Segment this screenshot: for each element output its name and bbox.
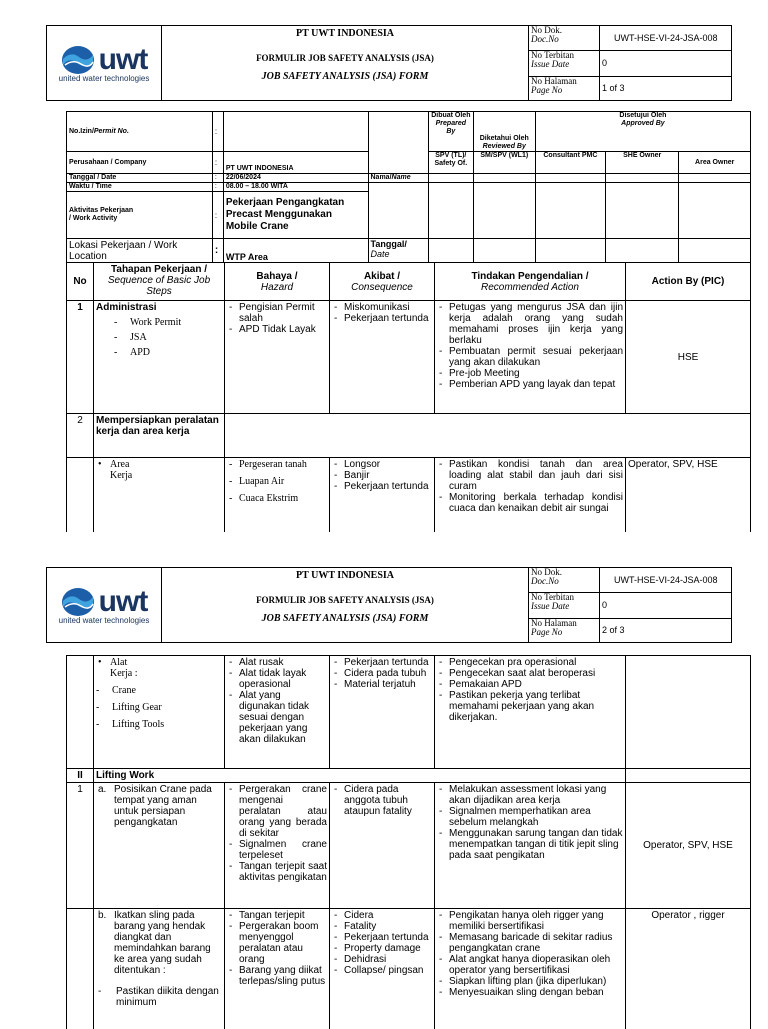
row-no: 2 [67,414,94,458]
form-name: FORMULIR JOB SAFETY ANALYSIS (JSA) [256,595,434,605]
row-no: 1 [67,783,94,909]
consultant-label: Consultant PMC [535,152,605,174]
activity-label: Aktivitas Pekerjaan / Work Activity [67,192,213,239]
reviewed-label: Diketahui Oleh Reviewed By [473,112,535,152]
row-no: 1 [67,301,94,414]
company-name: PT UWT INDONESIA [296,28,394,39]
spv-tl-label: SPV (TL)/ Safety Of. [428,152,473,174]
section-no: II [67,769,94,783]
page-value: 2 of 3 [600,618,732,642]
logo-subtitle: united water technologies [58,74,150,83]
form-name-en: JOB SAFETY ANALYSIS (JSA) FORM [261,71,429,82]
area-owner-label: Area Owner [679,152,751,174]
table-row [67,656,751,769]
row-control: - Pastikan kondisi tanah dan area loading alat stabil dan jauh dari sisi curam - Monitoring berkala terhadap kondisi cuaca dan kenaikan debit air sungai [435,458,626,532]
company-logo [47,26,162,101]
doc-no-value: UWT-HSE-VI-24-JSA-008 [600,26,732,51]
issue-label: No Terbitan Issue Date [529,593,600,618]
jsa-table-page1 [66,262,751,532]
prepared-label: Dibuat Oleh Prepared By [428,112,473,152]
row-hazard: - Pengisian Permit salah - APD Tidak Layak [225,301,330,414]
colon: : [212,183,223,192]
time-value: 08.00 – 18.00 WITA [223,183,368,192]
location-label: Lokasi Pekerjaan / Work Location [67,239,213,263]
table-row [67,909,751,1029]
col-pic: Action By (PIC) [626,263,751,301]
blank-cell [368,112,428,174]
col-control: Tindakan Pengendalian / Recommended Action [435,263,626,301]
logo-wave-icon [61,45,95,75]
row-consequence: - Pekerjaan tertunda - Cidera pada tubuh - Material terjatuh [330,656,435,769]
name-label: Nama/Name [368,174,428,183]
logo-word: uwt [98,585,148,618]
company-name: PT UWT INDONESIA [296,570,394,581]
row-hazard: - Tangan terjepit - Pergerakan boom menyenggol peralatan atau orang - Barang yang diikat terlepas/sling putus [225,909,330,1029]
section-title: Lifting Work [94,769,626,783]
row-pic [626,656,751,769]
permit-value [223,112,368,152]
page2-header [46,567,732,643]
doc-no-label: No Dok. Doc.No [529,568,600,593]
row-hazard: - Pergerakan crane mengenai peralatan atau orang yang berada di sekitar - Signalmen crane terpeleset - Tangan terjepit saat aktivitas pengikatan [225,783,330,909]
date-value: 22/06/2024 [223,174,368,183]
row-pic: Operator, SPV, HSE [626,458,751,532]
activity-value: Pekerjaan Pengangkatan Precast Menggunakan Mobile Crane [223,192,368,239]
logo-word: uwt [98,43,148,76]
issue-value: 0 [600,51,732,76]
table-row [67,458,751,532]
row-step: Mempersiapkan peralatan kerja dan area kerja [94,414,225,458]
colon: : [212,152,223,174]
permit-label: No.Izin/Permit No. [67,112,213,152]
table-row [67,301,751,414]
time-label: Waktu / Time [67,183,213,192]
row-step: Administrasi - Work Permit - JSA - APD [94,301,225,414]
form-title [162,26,529,101]
location-value: WTP Area [223,239,368,263]
colon: : [212,239,223,263]
approved-label: Disetujui Oleh Approved By [535,112,750,152]
colon: : [212,112,223,152]
row-control: - Pengikatan hanya oleh rigger yang memiliki bersertifikasi - Memasang baricade di sekitar radius pengangkatan crane - Alat angkat hanya dioperasikan oleh operator yang bersertifikasi - Siapkan lifting plan (jika diperlukan) - Menyesuaikan sling dengan beban [435,909,626,1029]
col-hazard: Bahaya / Hazard [225,263,330,301]
company-value: PT UWT INDONESIA [223,152,368,174]
row-consequence: - Cidera pada anggota tubuh ataupun fatality [330,783,435,909]
row-pic: Operator, SPV, HSE [626,783,751,909]
doc-no-value: UWT-HSE-VI-24-JSA-008 [600,568,732,593]
tanggal-label: Tanggal/ Date [368,239,428,263]
row-pic: Operator , rigger [626,909,751,1029]
form-name-en: JOB SAFETY ANALYSIS (JSA) FORM [261,613,429,624]
col-no: No [67,263,94,301]
she-owner-label: SHE Owner [605,152,678,174]
page1-header [46,25,732,101]
sm-spv-label: SM/SPV (WL1) [473,152,535,174]
info-table [66,111,751,263]
row-pic: HSE [626,301,751,414]
row-control: - Petugas yang mengurus JSA dan ijin kerja adalah orang yang sudah memahami proses ijin kerja yang berlaku - Pembuatan permit sesuai pekerjaan yang akan dilakukan - Pre-job Meeting - Pemberian APD yang layak dan tepat [435,301,626,414]
row-control: - Melakukan assessment lokasi yang akan dijadikan area kerja - Signalmen memperhatikan area sebelum melangkah - Menggunakan sarung tangan dan tidak menempatkan tangan di titik jepit sling pada saat pengikatan [435,783,626,909]
page-label: No Halaman Page No [529,618,600,642]
row-consequence: - Longsor - Banjir - Pekerjaan tertunda [330,458,435,532]
row-step: b. Ikatkan sling pada barang yang hendak diangkat dan memindahkan barang ke area yang sudah ditentukan : - Pastikan diikita dengan minimum [94,909,225,1029]
row-step: • Area Kerja [94,458,225,532]
table-row [67,783,751,909]
row-hazard: - Alat rusak - Alat tidak layak operasional - Alat yang digunakan tidak sesuai dengan pekerjaan yang akan dilakukan [225,656,330,769]
section-row [67,769,751,783]
form-name: FORMULIR JOB SAFETY ANALYSIS (JSA) [256,53,434,63]
colon: : [212,174,223,183]
row-consequence: - Miskomunikasi - Pekerjaan tertunda [330,301,435,414]
date-label: Tanggal / Date [67,174,213,183]
colon: : [212,192,223,239]
jsa-table-page2 [66,655,751,1029]
row-hazard: - Pergeseran tanah - Luapan Air - Cuaca Ekstrim [225,458,330,532]
col-step: Tahapan Pekerjaan / Sequence of Basic Job Steps [94,263,225,301]
doc-no-label: No Dok. Doc.No [529,26,600,51]
company-logo [47,568,162,643]
row-control: - Pengecekan pra operasional - Pengecekan saat alat beroperasi - Pemakaian APD - Pastikan pekerja yang terlibat memahami pekerjaan yang akan dikerjakan. [435,656,626,769]
logo-subtitle: united water technologies [58,616,150,625]
col-consequence: Akibat / Consequence [330,263,435,301]
page-value: 1 of 3 [600,76,732,100]
page-label: No Halaman Page No [529,76,600,100]
row-consequence: - Cidera - Fatality - Pekerjaan tertunda - Property damage - Dehidrasi - Collapse/ pingsan [330,909,435,1029]
issue-value: 0 [600,593,732,618]
row-step: a. Posisikan Crane pada tempat yang aman untuk persiapan pengangkatan [94,783,225,909]
form-title [162,568,529,643]
logo-wave-icon [61,587,95,617]
company-label: Perusahaan / Company [67,152,213,174]
row-step: • Alat Kerja : - Crane - Lifting Gear - Lifting Tools [94,656,225,769]
table-row [67,414,751,458]
issue-label: No Terbitan Issue Date [529,51,600,76]
